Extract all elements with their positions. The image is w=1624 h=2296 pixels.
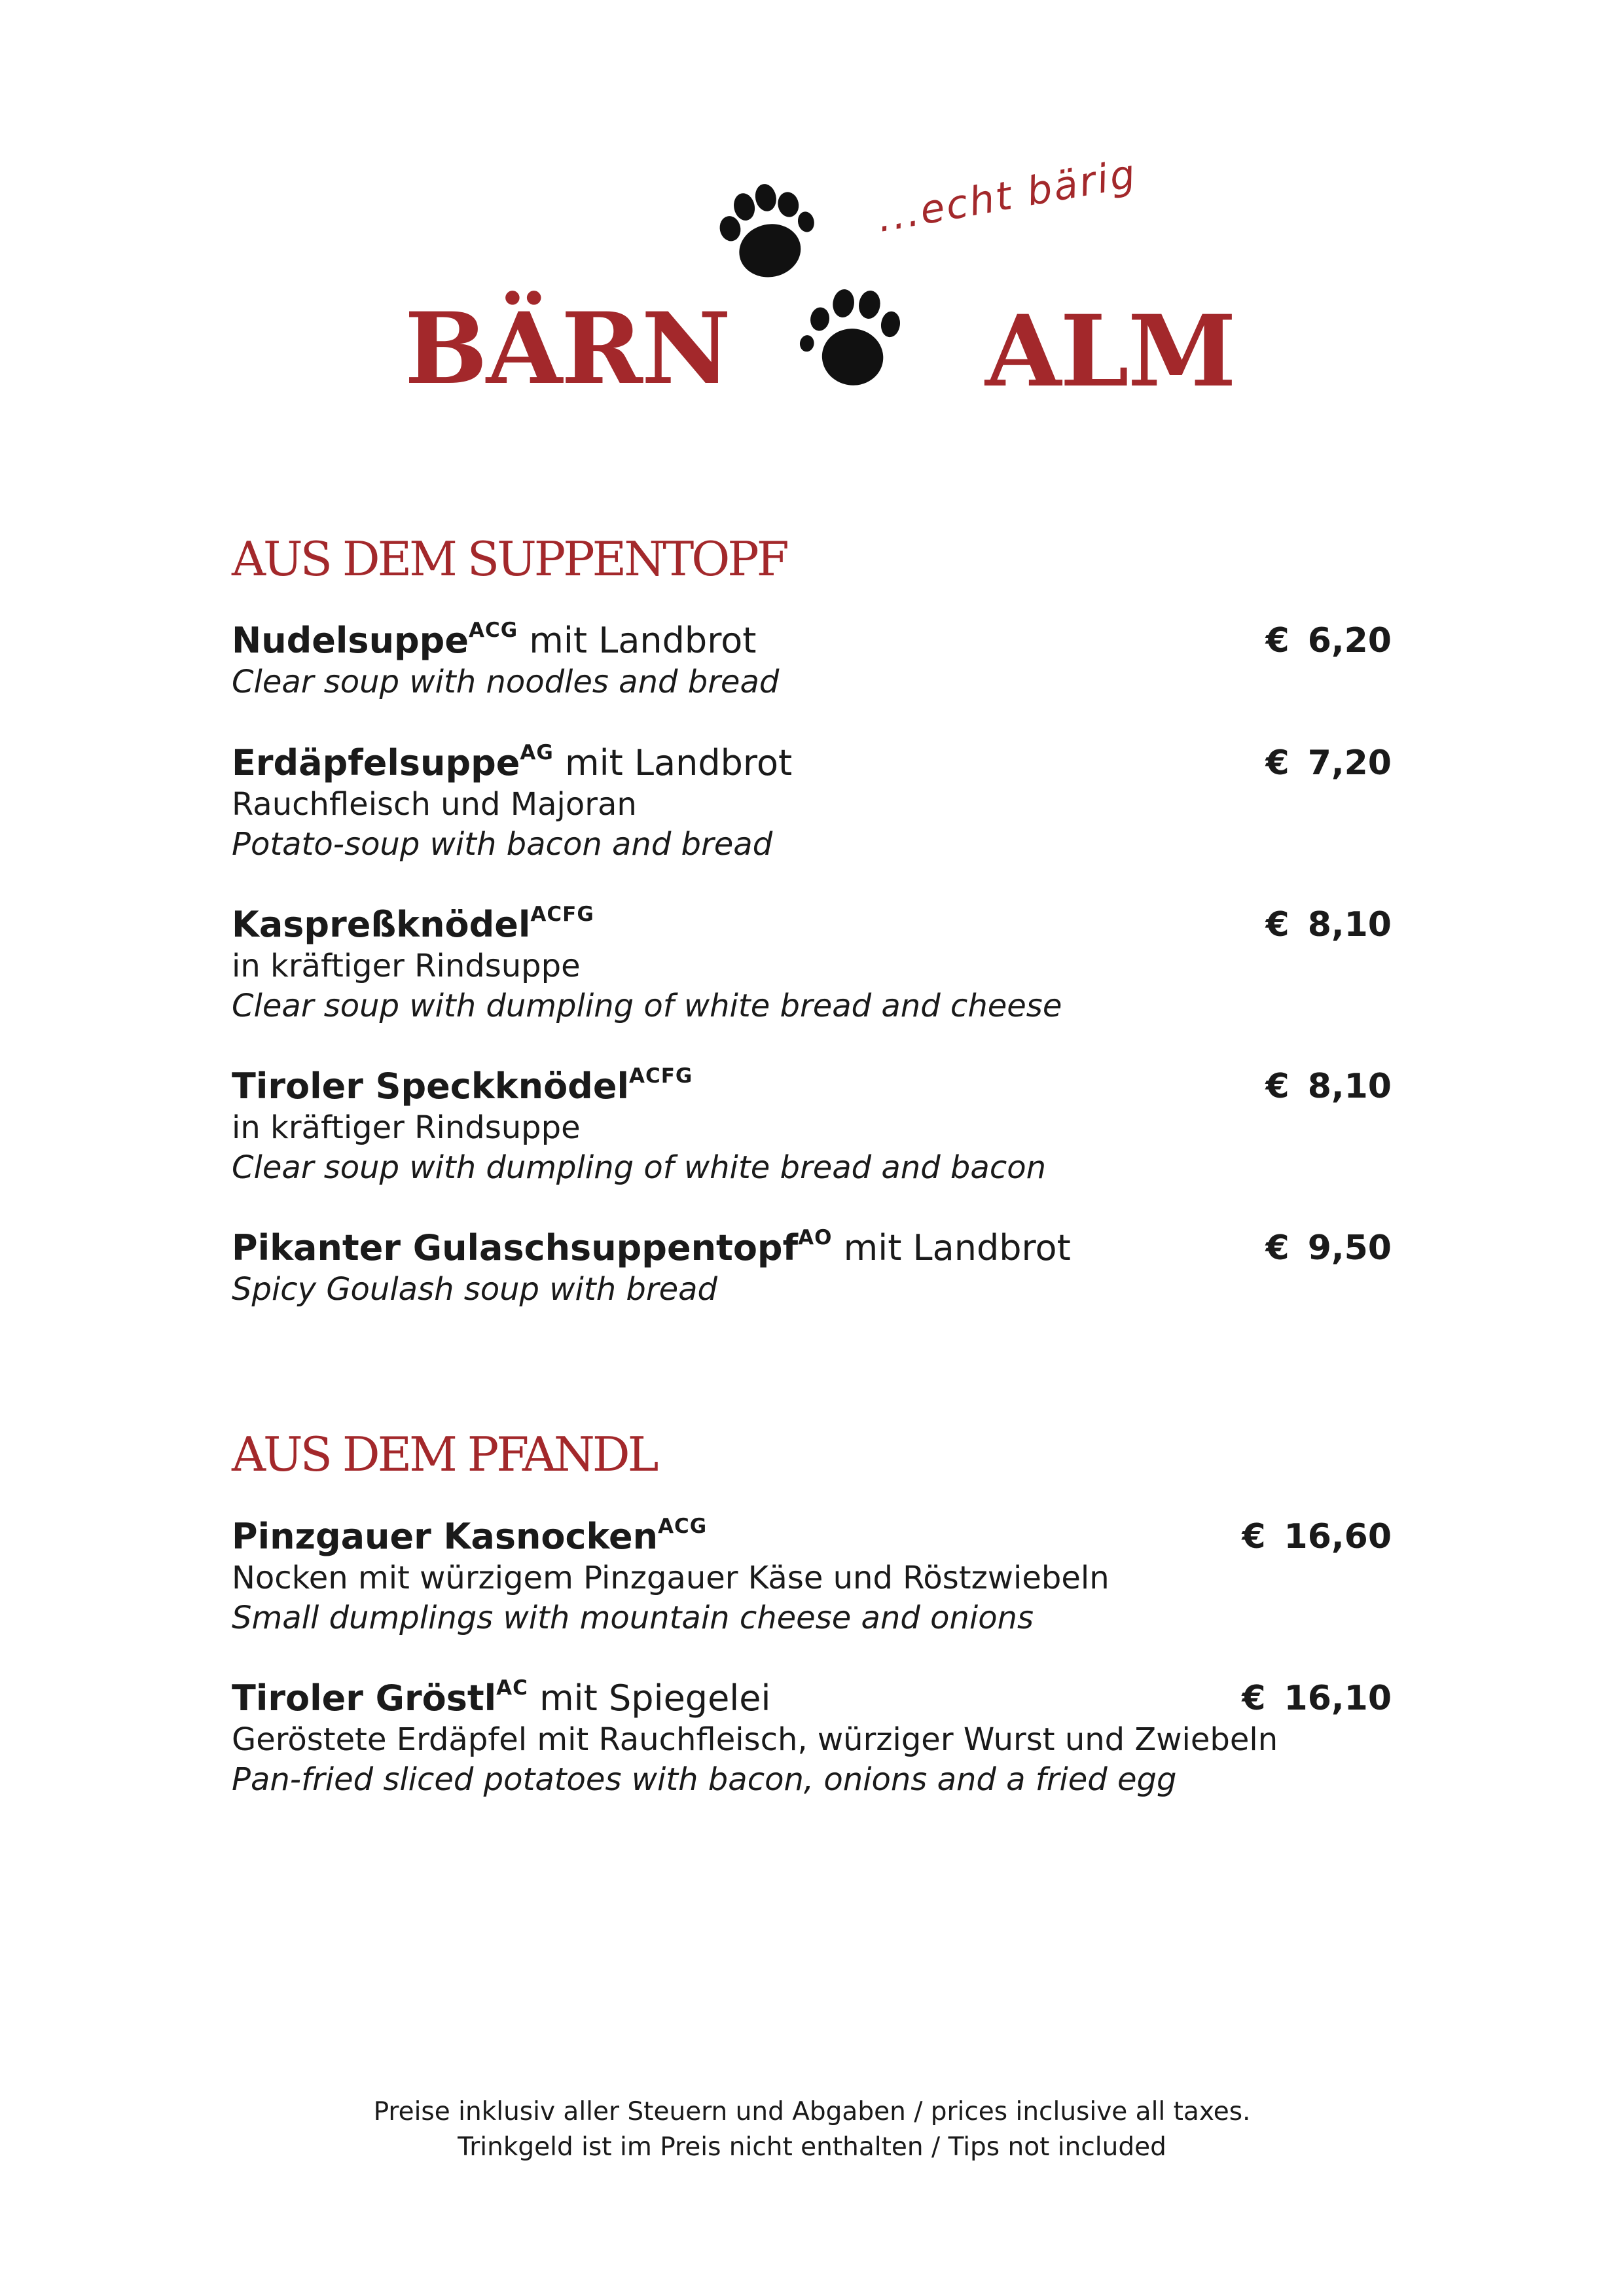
currency-symbol: €	[1242, 1517, 1266, 1556]
allergen-codes: AC	[496, 1676, 528, 1700]
description-english: Spicy Goulash soup with bread	[232, 1271, 717, 1308]
menu-item	[232, 903, 1392, 1026]
price-value: 7,20	[1307, 744, 1392, 783]
section-title: AUS DEM PFANDL	[232, 1427, 657, 1482]
description-german: Rauchfleisch und Majoran	[232, 786, 637, 823]
menu-item-price	[1242, 1515, 1392, 1558]
menu-item	[232, 742, 1392, 865]
menu-item-price	[1266, 619, 1392, 662]
allergen-codes: AG	[520, 741, 554, 764]
price-value: 16,10	[1284, 1679, 1392, 1718]
menu-item-name-line	[232, 1227, 1071, 1268]
description-english: Small dumplings with mountain cheese and onions	[232, 1600, 1034, 1636]
menu-item-name: Kaspreßknödel	[232, 904, 531, 945]
menu-item-price	[1266, 903, 1392, 946]
price-value: 8,10	[1307, 1067, 1392, 1106]
currency-symbol: €	[1265, 744, 1290, 783]
menu-item	[232, 1065, 1392, 1188]
logo-word-alm: ALM	[985, 294, 1235, 409]
menu-item-name-line	[232, 1066, 693, 1107]
price-value: 8,10	[1307, 905, 1392, 944]
menu-item-price	[1266, 742, 1392, 785]
allergen-codes: ACFG	[628, 1064, 693, 1088]
description-english: Potato-soup with bacon and bread	[232, 826, 773, 863]
menu-item-name-line	[232, 742, 792, 783]
paw-print-icon	[789, 281, 916, 399]
menu-item-header	[232, 1515, 1392, 1558]
menu-item-name-line	[232, 904, 594, 945]
menu-item-name: Tiroler Gröstl	[232, 1677, 497, 1719]
menu-item-suffix: mit Landbrot	[553, 742, 793, 783]
logo-word-baern: BÄRN	[405, 291, 730, 406]
currency-symbol: €	[1265, 621, 1290, 660]
section-title: AUS DEM SUPPENTOPF	[232, 531, 787, 586]
menu-item-name: Pinzgauer Kasnocken	[232, 1516, 659, 1557]
menu-item-suffix: mit Landbrot	[832, 1227, 1071, 1268]
menu-item-name: Tiroler Speckknödel	[232, 1066, 629, 1107]
paw-print-icon	[706, 175, 827, 290]
menu-item-name-line	[232, 1516, 707, 1557]
logo	[0, 0, 1624, 458]
menu-item-name: Nudelsuppe	[232, 620, 469, 661]
currency-symbol: €	[1242, 1679, 1266, 1718]
logo-tagline: ...echt bärig	[874, 151, 1141, 242]
description-english: Clear soup with dumpling of white bread and bacon	[232, 1149, 1046, 1186]
menu-item	[232, 1677, 1392, 1800]
menu-item-name-line	[232, 1677, 771, 1719]
menu-item-price	[1242, 1677, 1392, 1720]
allergen-codes: ACFG	[530, 903, 594, 926]
menu-item	[232, 1227, 1392, 1310]
menu-item-price	[1266, 1227, 1392, 1270]
allergen-codes: AO	[798, 1226, 833, 1249]
description-german: in kräftiger Rindsuppe	[232, 948, 581, 984]
menu-item-header	[232, 903, 1392, 946]
price-value: 16,60	[1284, 1517, 1392, 1556]
footer-line-taxes: Preise inklusiv aller Steuern und Abgaben / prices inclusive all taxes.	[373, 2097, 1251, 2126]
description-english: Pan-fried sliced potatoes with bacon, onions and a fried egg	[232, 1761, 1177, 1798]
currency-symbol: €	[1265, 1067, 1290, 1106]
menu-item-suffix: mit Landbrot	[518, 620, 757, 661]
description-german: in kräftiger Rindsuppe	[232, 1109, 581, 1146]
menu-item-header	[232, 1677, 1392, 1720]
description-german: Geröstete Erdäpfel mit Rauchfleisch, würziger Wurst und Zwiebeln	[232, 1721, 1278, 1758]
currency-symbol: €	[1265, 905, 1290, 944]
menu-item	[232, 619, 1392, 702]
allergen-codes: ACG	[658, 1515, 708, 1538]
menu-item-price	[1266, 1065, 1392, 1108]
price-value: 9,50	[1307, 1229, 1392, 1268]
allergen-codes: ACG	[468, 619, 518, 642]
menu-item-name-line	[232, 620, 756, 661]
menu-item-name: Erdäpfelsuppe	[232, 742, 520, 783]
currency-symbol: €	[1265, 1229, 1290, 1268]
footer-line-tips: Trinkgeld ist im Preis nicht enthalten / Tips not included	[458, 2132, 1166, 2162]
description-english: Clear soup with dumpling of white bread and cheese	[232, 988, 1062, 1024]
menu-item-header	[232, 1227, 1392, 1270]
menu-item-suffix: mit Spiegelei	[528, 1677, 771, 1719]
menu-item-header	[232, 742, 1392, 785]
menu-item	[232, 1515, 1392, 1638]
description-german: Nocken mit würzigem Pinzgauer Käse und Röstzwiebeln	[232, 1560, 1110, 1596]
menu-item-header	[232, 619, 1392, 662]
price-value: 6,20	[1307, 621, 1392, 660]
footer-note	[0, 2094, 1624, 2165]
menu-item-name: Pikanter Gulaschsuppentopf	[232, 1227, 799, 1268]
menu-item-header	[232, 1065, 1392, 1108]
description-english: Clear soup with noodles and bread	[232, 664, 780, 700]
